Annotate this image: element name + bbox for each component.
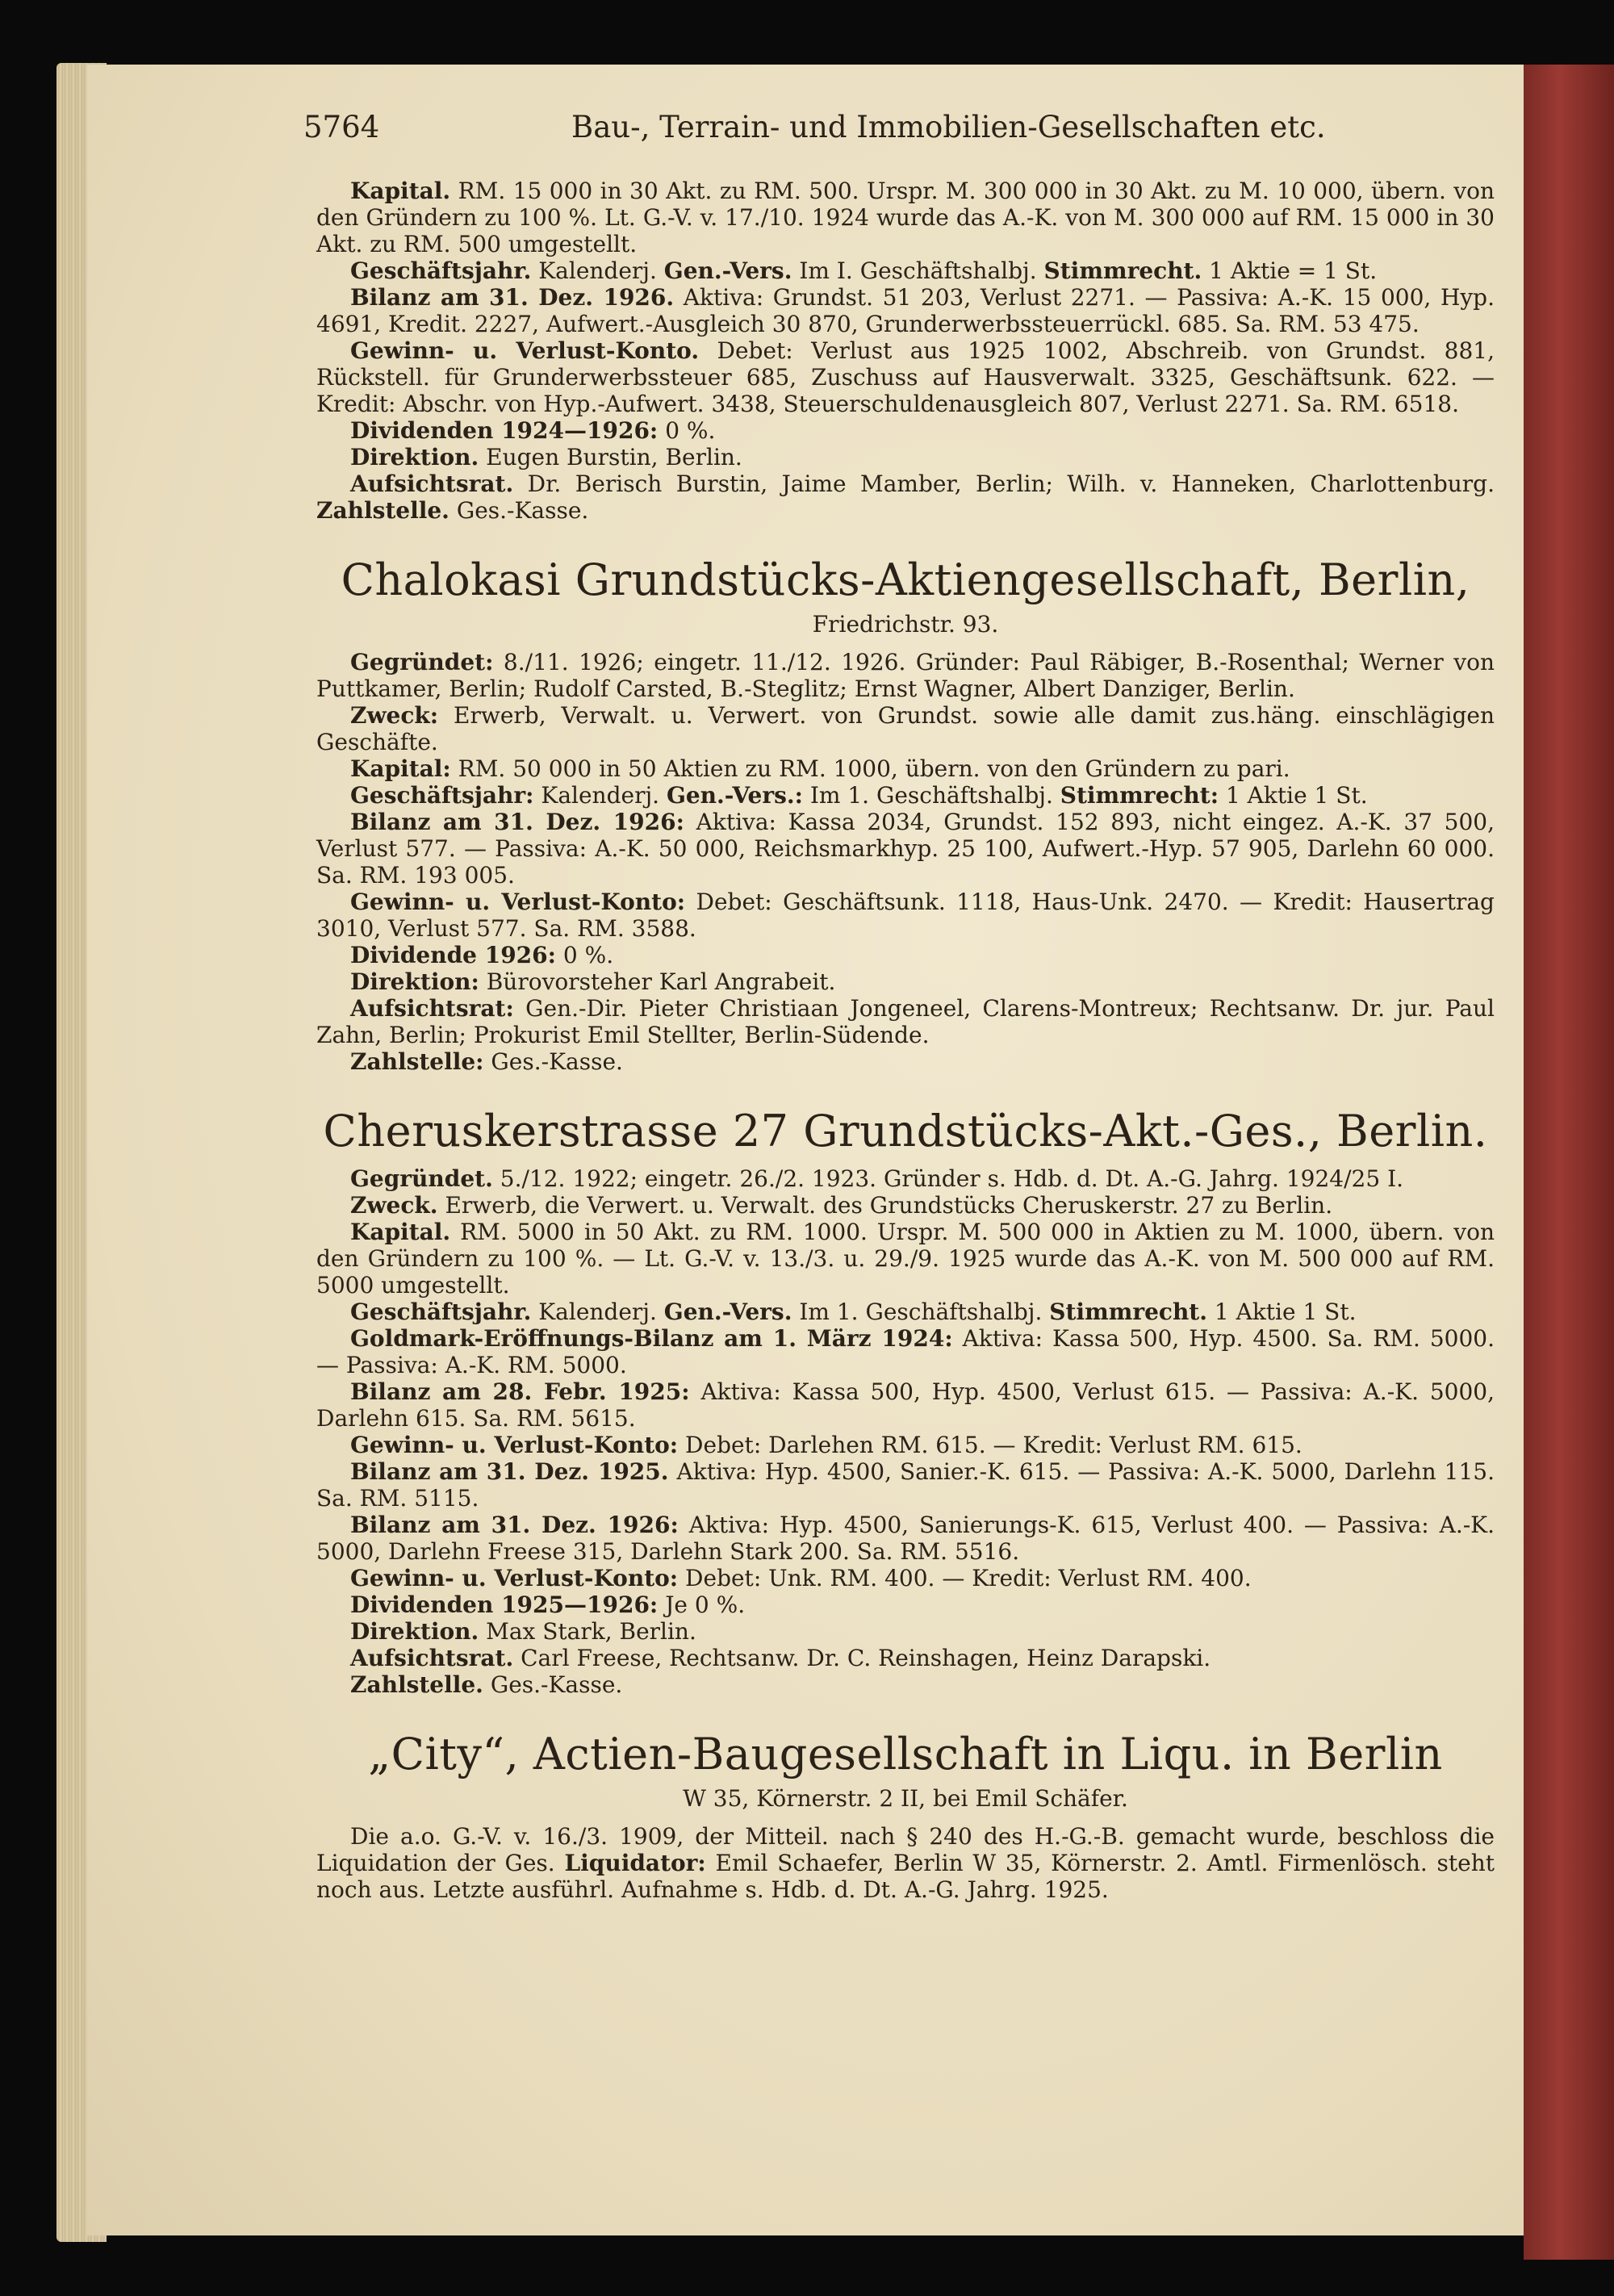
label: Kapital:	[350, 755, 451, 782]
paragraph	[316, 1192, 1495, 1219]
paragraph	[316, 1325, 1495, 1378]
company-address: Friedrichstr. 93.	[812, 611, 999, 638]
paragraph	[316, 1048, 1495, 1075]
text: Eugen Burstin, Berlin.	[486, 444, 742, 470]
text: Bürovorsteher Karl Angrabeit.	[486, 968, 836, 995]
paragraph	[316, 1432, 1495, 1458]
label: Bilanz am 31. Dez. 1926:	[350, 809, 684, 835]
paragraph	[316, 444, 1495, 470]
text: Debet: Geschäftsunk. 1118, Haus-Unk. 2470. — Kredit: Hausertrag 3010, Verlust 577. Sa. RM. 3588.	[316, 889, 1495, 942]
label: Gewinn- u. Verlust-Konto:	[350, 1432, 679, 1458]
text: Aktiva: Grundst. 51 203, Verlust 2271. — Passiva: A.-K. 15 000, Hyp. 4691, Kredit. 2227, Aufwert.-Ausgleich 30 870, Grunderwerbssteuerrückl. 685. Sa. RM. 53 475.	[316, 284, 1495, 337]
label: Gen.-Vers.	[663, 1299, 792, 1325]
label: Gegründet.	[350, 1165, 493, 1192]
label: Aufsichtsrat.	[350, 1645, 514, 1671]
text: Im I. Geschäftshalbj.	[799, 257, 1037, 284]
label: Kapital.	[350, 178, 451, 204]
running-title: Bau-, Terrain- und Immobilien-Gesellschaften etc.	[571, 110, 1326, 144]
text: Im 1. Geschäftshalbj.	[799, 1299, 1043, 1325]
text: 1 Aktie 1 St.	[1225, 782, 1368, 809]
label: Aufsichtsrat:	[350, 995, 514, 1022]
label: Gen.-Vers.:	[666, 782, 803, 809]
paragraph	[316, 1165, 1495, 1192]
label: Gewinn- u. Verlust-Konto.	[350, 337, 700, 364]
paragraph	[316, 755, 1495, 782]
text: Je 0 %.	[665, 1591, 746, 1618]
paragraph	[316, 284, 1495, 337]
text: 0 %.	[562, 942, 614, 968]
text: Debet: Darlehen RM. 615. — Kredit: Verlust RM. 615.	[685, 1432, 1302, 1458]
label: Direktion.	[350, 1618, 479, 1645]
book-cover-edge	[1524, 65, 1614, 2260]
label: Zahlstelle.	[350, 1671, 483, 1698]
text: Ges.-Kasse.	[491, 1048, 623, 1075]
text: Aktiva: Kassa 500, Hyp. 4500, Verlust 615. — Passiva: A.-K. 5000, Darlehn 615. Sa. RM. 5615.	[316, 1378, 1495, 1432]
label: Stimmrecht.	[1049, 1299, 1207, 1325]
text: Carl Freese, Rechtsanw. Dr. C. Reinshagen, Heinz Darapski.	[521, 1645, 1211, 1671]
text: Debet: Verlust aus 1925 1002, Abschreib. von Grundst. 881, Rückstell. für Grunderwerbssteuer 685, Zuschuss auf Hausverwalt. 3325, Geschäftsunk. 622. — Kredit: Abschr. von Hyp.-Aufwert. 3438, Steuerschuldenausgleich 807, Verlust 2271. Sa. RM. 6518.	[316, 337, 1495, 417]
label: Stimmrecht.	[1043, 257, 1202, 284]
label: Dividenden 1925—1926:	[350, 1591, 659, 1618]
paragraph	[316, 1299, 1495, 1325]
label: Zahlstelle:	[350, 1048, 484, 1075]
paragraph	[316, 995, 1495, 1048]
company-address: W 35, Körnerstr. 2 II, bei Emil Schäfer.	[683, 1785, 1128, 1812]
text: Erwerb, Verwalt. u. Verwert. von Grundst. sowie alle damit zus.häng. einschlägigen Geschäfte.	[316, 702, 1495, 755]
paragraph	[316, 257, 1495, 284]
page-content	[316, 178, 1495, 1903]
paragraph	[316, 942, 1495, 968]
label: Aufsichtsrat.	[350, 470, 514, 497]
entry-chalokasi	[316, 554, 1495, 1075]
company-title: „City“, Actien-Baugesellschaft in Liqu. in Berlin	[368, 1729, 1443, 1780]
label: Geschäftsjahr.	[350, 1299, 532, 1325]
paragraph	[316, 809, 1495, 889]
text: 1 Aktie = 1 St.	[1209, 257, 1378, 284]
label: Zweck:	[350, 702, 439, 729]
label: Direktion:	[350, 968, 479, 995]
text: 0 %.	[665, 417, 716, 444]
text: Emil Schaefer, Berlin W 35, Körnerstr. 2. Amtl. Firmenlösch. steht noch aus. Letzte ausführl. Aufnahme s. Hdb. d. Dt. A.-G. Jahrg. 1925.	[316, 1850, 1495, 1903]
label: Geschäftsjahr:	[350, 782, 534, 809]
text: Kalenderj.	[538, 257, 657, 284]
label: Zweck.	[350, 1192, 438, 1219]
text: Aktiva: Kassa 2034, Grundst. 152 893, nicht eingez. A.-K. 37 500, Verlust 577. — Passiva: A.-K. 50 000, Reichsmarkhyp. 25 100, Aufwert.-Hyp. 57 905, Darlehn 60 000. Sa. RM. 193 005.	[316, 809, 1495, 889]
paragraph	[316, 782, 1495, 809]
paragraph	[316, 968, 1495, 995]
entry-continuation	[316, 178, 1495, 524]
page-number: 5764	[303, 110, 380, 144]
label: Direktion.	[350, 444, 479, 470]
label: Gegründet:	[350, 649, 494, 675]
entry-city	[316, 1729, 1495, 1903]
text: Erwerb, die Verwert. u. Verwalt. des Grundstücks Cheruskerstr. 27 zu Berlin.	[445, 1192, 1333, 1219]
text: Debet: Unk. RM. 400. — Kredit: Verlust RM. 400.	[685, 1565, 1252, 1591]
company-title: Cheruskerstrasse 27 Grundstücks-Akt.-Ges., Berlin.	[323, 1106, 1488, 1156]
text: Dr. Berisch Burstin, Jaime Mamber, Berlin; Wilh. v. Hanneken, Charlottenburg.	[527, 470, 1495, 497]
label: Gewinn- u. Verlust-Konto:	[350, 889, 686, 915]
label: Stimmrecht:	[1060, 782, 1219, 809]
paragraph	[316, 1458, 1495, 1512]
paragraph	[316, 1618, 1495, 1645]
label: Liquidator:	[564, 1850, 706, 1876]
label: Gen.-Vers.	[663, 257, 792, 284]
label: Gewinn- u. Verlust-Konto:	[350, 1565, 679, 1591]
label: Bilanz am 28. Febr. 1925:	[350, 1378, 690, 1405]
text: Kalenderj.	[541, 782, 660, 809]
label: Kapital.	[350, 1219, 451, 1245]
paragraph	[316, 1378, 1495, 1432]
text: Die a.o. G.-V. v. 16./3. 1909, der Mitteil. nach § 240 des H.-G.-B. gemacht wurde, beschloss die Liquidation der Ges.	[316, 1823, 1495, 1876]
label: Bilanz am 31. Dez. 1926:	[350, 1512, 679, 1538]
paragraph	[316, 1671, 1495, 1698]
paragraph	[316, 1219, 1495, 1299]
paragraph	[316, 1565, 1495, 1591]
text: 5./12. 1922; eingetr. 26./2. 1923. Gründer s. Hdb. d. Dt. A.-G. Jahrg. 1924/25 I.	[500, 1165, 1404, 1192]
paragraph	[316, 337, 1495, 417]
text: RM. 15 000 in 30 Akt. zu RM. 500. Urspr. M. 300 000 in 30 Akt. zu M. 10 000, übern. von den Gründern zu 100 %. Lt. G.-V. v. 17./10. 1924 wurde das A.-K. von M. 300 000 auf RM. 15 000 in 30 Akt. zu RM. 500 umgestellt.	[316, 178, 1495, 257]
label: Dividende 1926:	[350, 942, 556, 968]
label: Zahlstelle.	[316, 497, 449, 524]
text: Aktiva: Hyp. 4500, Sanier.-K. 615. — Passiva: A.-K. 5000, Darlehn 115. Sa. RM. 5115.	[316, 1458, 1495, 1512]
label: Bilanz am 31. Dez. 1926.	[350, 284, 675, 311]
paragraph	[316, 1645, 1495, 1671]
label: Bilanz am 31. Dez. 1925.	[350, 1458, 669, 1485]
label: Dividenden 1924—1926:	[350, 417, 659, 444]
text: 8./11. 1926; eingetr. 11./12. 1926. Gründer: Paul Räbiger, B.-Rosenthal; Werner von Puttkamer, Berlin; Rudolf Carsted, B.-Steglitz; Ernst Wagner, Albert Danziger, Berlin.	[316, 649, 1495, 702]
text: 1 Aktie 1 St.	[1214, 1299, 1357, 1325]
paragraph	[316, 889, 1495, 942]
entry-cheruskerstrasse	[316, 1106, 1495, 1698]
paragraph	[316, 649, 1495, 702]
text: Im 1. Geschäftshalbj.	[809, 782, 1053, 809]
paragraph	[316, 178, 1495, 257]
paragraph	[316, 1512, 1495, 1565]
text: Ges.-Kasse.	[490, 1671, 623, 1698]
text: Kalenderj.	[538, 1299, 657, 1325]
label: Goldmark-Eröffnungs-Bilanz am 1. März 1924:	[350, 1325, 953, 1352]
text: RM. 5000 in 50 Akt. zu RM. 1000. Urspr. M. 500 000 in Aktien zu M. 1000, übern. von den Gründern zu 100 %. — Lt. G.-V. v. 13./3. u. 29./9. 1925 wurde das A.-K. von M. 500 000 auf RM. 5000 umgestellt.	[316, 1219, 1495, 1299]
paragraph	[316, 702, 1495, 755]
text: Aktiva: Kassa 500, Hyp. 4500. Sa. RM. 5000. — Passiva: A.-K. RM. 5000.	[316, 1325, 1495, 1378]
paragraph	[316, 470, 1495, 524]
paragraph	[316, 1823, 1495, 1903]
text: Max Stark, Berlin.	[486, 1618, 696, 1645]
text: Ges.-Kasse.	[456, 497, 589, 524]
text: RM. 50 000 in 50 Aktien zu RM. 1000, übern. von den Gründern zu pari.	[458, 755, 1290, 782]
text: Gen.-Dir. Pieter Christiaan Jongeneel, Clarens-Montreux; Rechtsanw. Dr. jur. Paul Zahn, Berlin; Prokurist Emil Stellter, Berlin-Südende.	[316, 995, 1495, 1048]
label: Geschäftsjahr.	[350, 257, 532, 284]
paragraph	[316, 417, 1495, 444]
company-title: Chalokasi Grundstücks-Aktiengesellschaft, Berlin,	[341, 554, 1470, 605]
text: Aktiva: Hyp. 4500, Sanierungs-K. 615, Verlust 400. — Passiva: A.-K. 5000, Darlehn Freese 315, Darlehn Stark 200. Sa. RM. 5516.	[316, 1512, 1495, 1565]
paragraph	[316, 1591, 1495, 1618]
